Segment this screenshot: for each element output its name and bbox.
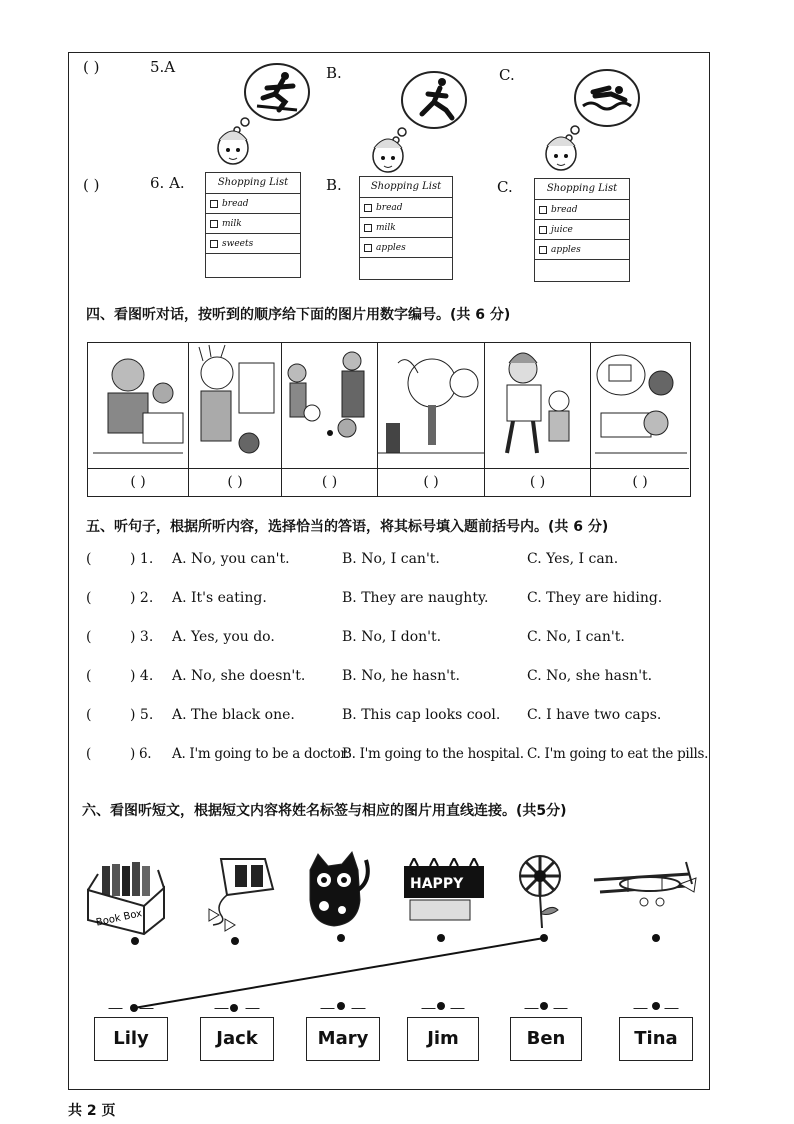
checkbox-icon: [364, 224, 372, 232]
name-tag-jack[interactable]: Jack: [200, 1017, 274, 1061]
list-item: milk: [376, 223, 396, 233]
book-box-picture: [84, 860, 168, 936]
checkbox-icon: [210, 240, 218, 248]
checkbox-icon: [539, 226, 547, 234]
list-item: bread: [222, 199, 249, 209]
page-count-footer: 共 2 页: [68, 1103, 116, 1119]
option-c: C. Yes, I can.: [527, 551, 619, 567]
list-item: apples: [376, 243, 406, 253]
q3-5-option-b: B.: [326, 64, 342, 82]
picture-dot[interactable]: [337, 934, 345, 942]
option-b: B. I'm going to the hospital.: [342, 746, 524, 762]
option-b: B. No, I can't.: [342, 551, 440, 567]
name-dot[interactable]: [540, 1002, 548, 1010]
option-a: A. No, you can't.: [172, 551, 290, 567]
name-dot[interactable]: [437, 1002, 445, 1010]
happy-birthday-picture: [400, 858, 488, 924]
question-number: ) 2.: [130, 590, 154, 606]
shopping-list-c: [534, 178, 630, 282]
picture-2: [189, 343, 282, 468]
happy-label: HAPPY: [410, 876, 464, 892]
option-b: B. No, he hasn't.: [342, 668, 461, 684]
picture-dot[interactable]: [231, 937, 239, 945]
name-dot[interactable]: [230, 1004, 238, 1012]
answer-blank-2[interactable]: ( ): [189, 468, 282, 496]
list-item: juice: [551, 225, 573, 235]
name-tag-jim[interactable]: Jim: [407, 1017, 479, 1061]
book-box-label: Book Box: [95, 908, 144, 929]
question-number: ) 4.: [130, 668, 154, 684]
section4-picture-strip: [87, 342, 691, 497]
section4-title: 四、看图听对话，按听到的顺序给下面的图片用数字编号。(共 6 分): [86, 307, 511, 323]
answer-paren[interactable]: (: [86, 629, 92, 645]
option-c: C. I have two caps.: [527, 707, 662, 723]
section5-question-5: [86, 707, 706, 729]
name-tag-ben[interactable]: Ben: [510, 1017, 582, 1061]
list-item: bread: [551, 205, 578, 215]
name-dot[interactable]: [337, 1002, 345, 1010]
shopping-list-a: [205, 172, 301, 278]
name-dot[interactable]: [652, 1002, 660, 1010]
picture-6: [591, 343, 692, 468]
flower-picture: [508, 848, 572, 930]
picture-3: [282, 343, 378, 468]
name-dot[interactable]: [130, 1004, 138, 1012]
list-item: milk: [222, 219, 242, 229]
q3-6-number: 6. A.: [150, 174, 185, 192]
airplane-picture: [590, 856, 700, 912]
option-c: C. They are hiding.: [527, 590, 663, 606]
picture-dot[interactable]: [540, 934, 548, 942]
list-item: sweets: [222, 239, 254, 249]
answer-blank-6[interactable]: ( ): [591, 468, 689, 496]
option-a: A. Yes, you do.: [172, 629, 275, 645]
list-item: bread: [376, 203, 403, 213]
answer-blank-1[interactable]: ( ): [88, 468, 189, 496]
option-c: C. I'm going to eat the pills.: [527, 746, 709, 762]
picture-5: [485, 343, 591, 468]
option-c: C. No, she hasn't.: [527, 668, 653, 684]
picture-4: [378, 343, 485, 468]
shopping-list-title: Shopping List: [535, 179, 629, 200]
q3-5-option-c: C.: [499, 66, 515, 84]
q3-6-option-c: C.: [497, 178, 513, 196]
shopping-list-b: [359, 176, 453, 280]
q3-6-option-b: B.: [326, 176, 342, 194]
question-number: ) 1.: [130, 551, 154, 567]
answer-paren[interactable]: (: [86, 746, 91, 762]
checkbox-icon: [364, 244, 372, 252]
kite-picture: [195, 855, 279, 935]
section5-question-1: [86, 551, 706, 573]
checkbox-icon: [210, 200, 218, 208]
picture-dot[interactable]: [131, 937, 139, 945]
section5-title: 五、听句子，根据所听内容，选择恰当的答语，将其标号填入题前括号内。(共 6 分): [86, 519, 609, 535]
swimming-boy-picture: [535, 66, 655, 174]
option-a: A. It's eating.: [172, 590, 267, 606]
checkbox-icon: [210, 220, 218, 228]
name-tag-mary[interactable]: Mary: [306, 1017, 380, 1061]
list-item: apples: [551, 245, 581, 255]
picture-1: [88, 343, 189, 468]
option-a: A. I'm going to be a doctor.: [172, 746, 350, 762]
section5-question-6: [86, 746, 709, 768]
picture-dot[interactable]: [652, 934, 660, 942]
q3-5-answer-paren[interactable]: ( ): [83, 58, 100, 76]
answer-paren[interactable]: (: [86, 668, 92, 684]
section6-title: 六、看图听短文，根据短文内容将姓名标签与相应的图片用直线连接。(共5分): [82, 803, 567, 819]
section5-question-3: [86, 629, 706, 651]
picture-dot[interactable]: [437, 934, 445, 942]
answer-paren[interactable]: (: [86, 590, 92, 606]
question-number: ) 6.: [130, 746, 152, 762]
option-c: C. No, I can't.: [527, 629, 625, 645]
section5-question-4: [86, 668, 706, 690]
shopping-list-title: Shopping List: [360, 177, 452, 198]
shopping-list-title: Shopping List: [206, 173, 300, 194]
option-b: B. This cap looks cool.: [342, 707, 501, 723]
option-a: A. The black one.: [172, 707, 295, 723]
question-number: ) 3.: [130, 629, 154, 645]
cat-picture: [302, 850, 372, 932]
skiing-boy-picture: [205, 60, 325, 170]
checkbox-icon: [539, 246, 547, 254]
option-a: A. No, she doesn't.: [172, 668, 306, 684]
option-b: B. They are naughty.: [342, 590, 489, 606]
answer-blank-3[interactable]: ( ): [282, 468, 378, 496]
name-tag-lily[interactable]: Lily: [94, 1017, 168, 1061]
running-boy-picture: [362, 68, 482, 176]
answer-blank-4[interactable]: ( ): [378, 468, 485, 496]
answer-paren[interactable]: (: [86, 707, 92, 723]
q3-5-number: 5.A: [150, 58, 176, 76]
checkbox-icon: [364, 204, 372, 212]
question-number: ) 5.: [130, 707, 154, 723]
answer-blank-5[interactable]: ( ): [485, 468, 591, 496]
option-b: B. No, I don't.: [342, 629, 442, 645]
checkbox-icon: [539, 206, 547, 214]
answer-paren[interactable]: (: [86, 551, 92, 567]
name-tag-tina[interactable]: Tina: [619, 1017, 693, 1061]
q3-6-answer-paren[interactable]: ( ): [83, 176, 100, 194]
section5-question-2: [86, 590, 706, 612]
